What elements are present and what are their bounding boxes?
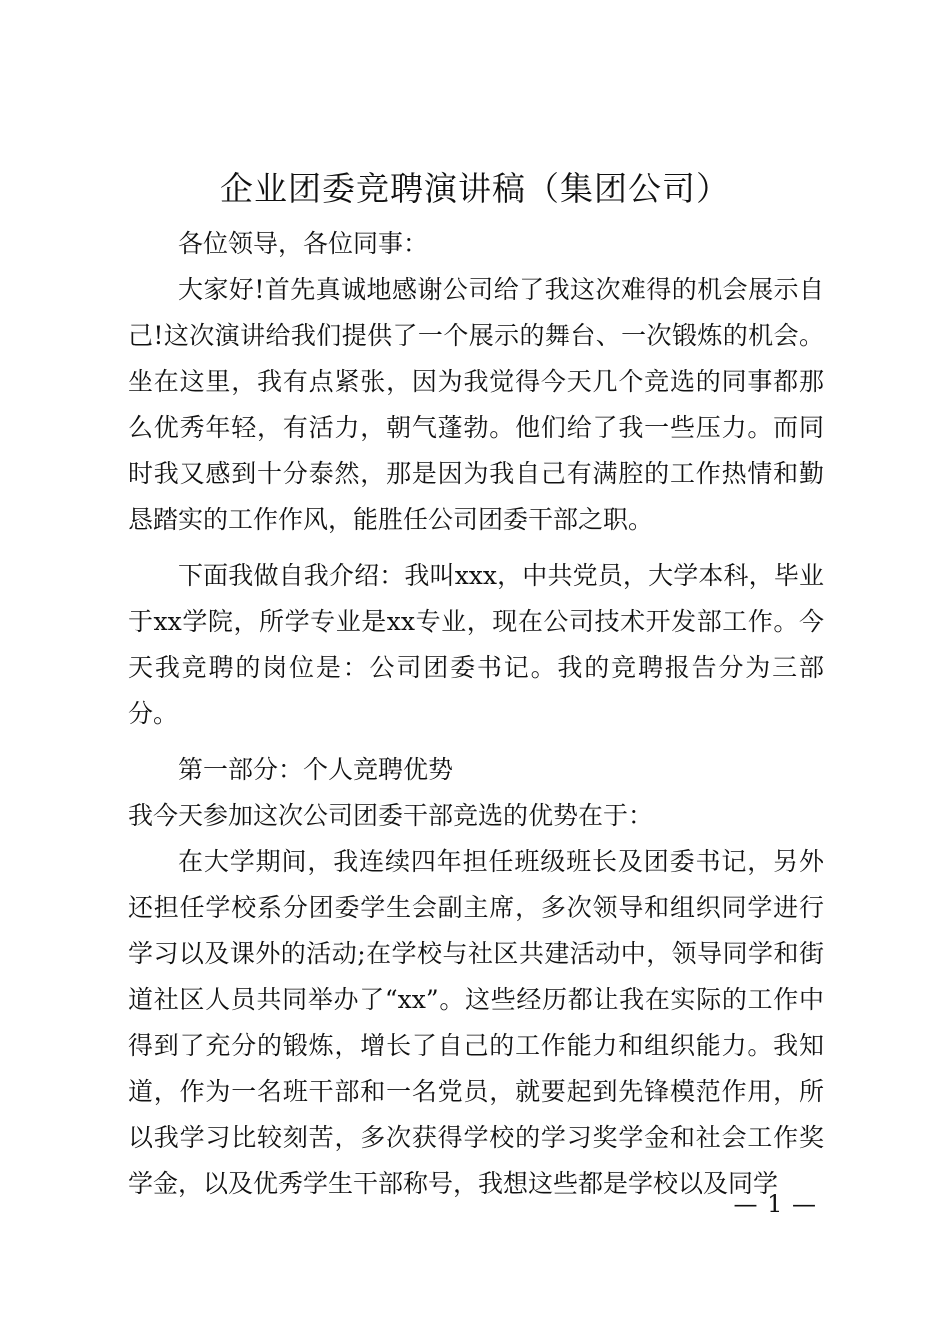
page-number: — 1 — <box>733 1190 817 1218</box>
document-body <box>128 221 824 1207</box>
paragraph-self-introduction: 下面我做自我介绍：我叫xxx，中共党员，大学本科，毕业于xx学院，所学专业是xx专业，现在公司技术开发部工作。今天我竞聘的岗位是：公司团委书记。我的竞聘报告分为三部分。 <box>128 561 824 728</box>
paragraph-intro: 大家好!首先真诚地感谢公司给了我这次难得的机会展示自己!这次演讲给我们提供了一个展示的舞台、一次锻炼的机会。坐在这里，我有点紧张，因为我觉得今天几个竞选的同事都那么优秀年轻，有活力，朝气蓬勃。他们给了我一些压力。而同时我又感到十分泰然，那是因为我自己有满腔的工作热情和勤恳踏实的工作作风，能胜任公司团委干部之职。 <box>128 275 824 534</box>
section-paragraph: 在大学期间，我连续四年担任班级班长及团委书记，另外还担任学校系分团委学生会副主席，多次领导和组织同学进行学习以及课外的活动;在学校与社区共建活动中，领导同学和街道社区人员共同举办了“xx”。这些经历都让我在实际的工作中得到了充分的锻炼，增长了自己的工作能力和组织能力。我知道，作为一名班干部和一名党员，就要起到先锋模范作用，所以我学习比较刻苦，多次获得学校的学习奖学金和社会工作奖学金，以及优秀学生干部称号，我想这些都是学校以及同学 <box>128 847 824 1198</box>
document-title: 企业团委竞聘演讲稿（集团公司） <box>220 169 730 208</box>
section-heading: 第一部分：个人竞聘优势 <box>178 755 454 784</box>
greeting: 各位领导，各位同事： <box>178 229 429 258</box>
section-intro: 我今天参加这次公司团委干部竞选的优势在于： <box>128 801 654 830</box>
